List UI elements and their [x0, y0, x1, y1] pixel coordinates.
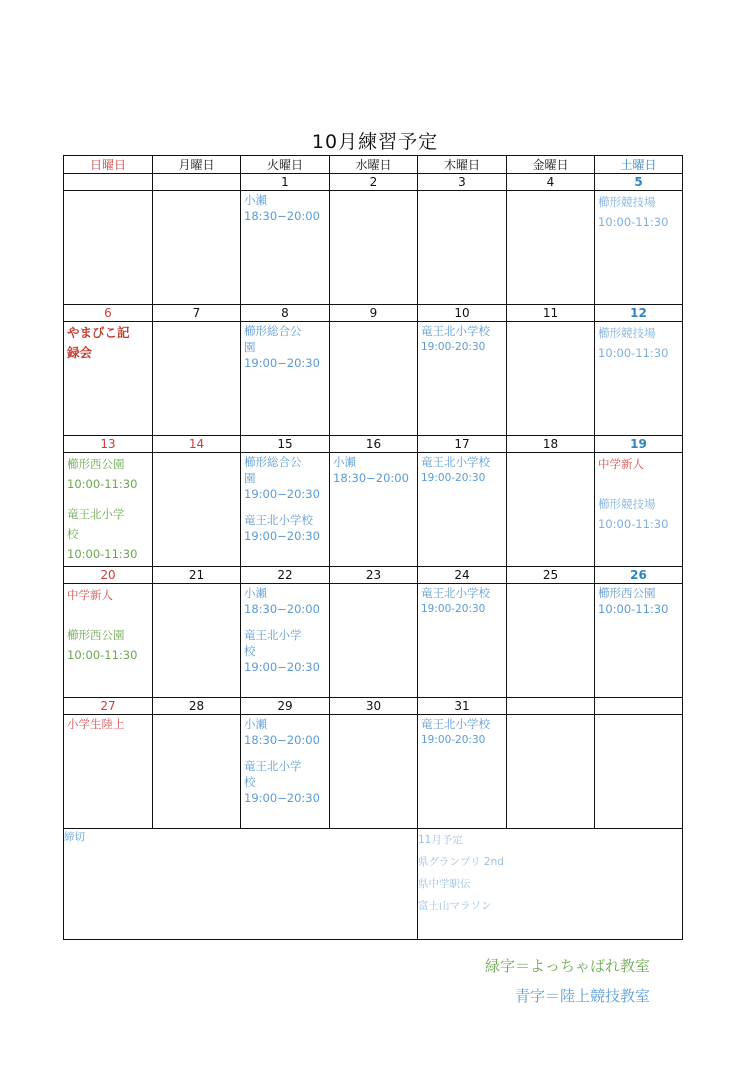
date-number: 19 [595, 436, 683, 453]
event-text: 19:00-20:30 [421, 341, 486, 353]
event-text: 櫛形総合公 [244, 455, 302, 469]
events-row [64, 715, 683, 829]
date-number: 22 [241, 567, 330, 584]
event-text: 小瀬 [333, 455, 356, 469]
date-number: 1 [241, 174, 330, 191]
date-number: 17 [418, 436, 507, 453]
events-row [64, 322, 683, 436]
spacer [598, 474, 679, 484]
event-text: 19:00−20:30 [244, 356, 320, 370]
date-number: 18 [507, 436, 595, 453]
date-number [507, 698, 595, 715]
day-cell [153, 584, 241, 698]
day-cell [64, 322, 153, 436]
day-cell [418, 191, 507, 305]
event-text: 18:30−20:00 [244, 733, 320, 747]
day-cell [595, 322, 683, 436]
page-title: 10月練習予定 [311, 131, 439, 153]
weekday-monday: 月曜日 [153, 156, 241, 174]
event-text: 18:30−20:00 [244, 209, 320, 223]
date-number: 10 [418, 305, 507, 322]
event-text: 櫛形総合公 [244, 324, 302, 338]
date-row [64, 305, 683, 322]
day-cell [330, 322, 418, 436]
day-cell [241, 715, 330, 829]
calendar-table [63, 155, 683, 940]
day-cell [507, 715, 595, 829]
day-cell [241, 453, 330, 567]
date-number: 31 [418, 698, 507, 715]
spacer [598, 484, 679, 494]
day-cell [507, 584, 595, 698]
day-cell [330, 715, 418, 829]
day-cell [64, 191, 153, 305]
day-cell [330, 453, 418, 567]
event-text: 竜王北小学 [244, 628, 302, 642]
date-number: 23 [330, 567, 418, 584]
day-cell [241, 191, 330, 305]
next-month-title: 11月予定 [418, 834, 463, 846]
events-row [64, 584, 683, 698]
event-text: 10:00-11:30 [598, 517, 669, 531]
event-text: 19:00−20:30 [244, 529, 320, 543]
date-number: 29 [241, 698, 330, 715]
event-text: 中学新人 [67, 588, 113, 602]
day-cell [241, 584, 330, 698]
event-text: 19:00-20:30 [421, 603, 486, 615]
event-text: 櫛形西公園 [67, 628, 125, 642]
date-number: 9 [330, 305, 418, 322]
date-number: 14 [153, 436, 241, 453]
event-text: 竜王北小学 [244, 759, 302, 773]
day-cell [595, 715, 683, 829]
day-cell [418, 715, 507, 829]
next-month-item: 県グランプリ 2nd [418, 856, 504, 868]
notes-row [64, 829, 683, 940]
event-text: 校 [67, 527, 79, 541]
event-text: 竜王北小学校 [421, 324, 490, 338]
event-text: 19:00-20:30 [421, 734, 486, 746]
day-cell [64, 715, 153, 829]
event-text: 小瀬 [244, 717, 267, 731]
day-cell [153, 715, 241, 829]
date-number: 4 [507, 174, 595, 191]
event-text: 19:00−20:30 [244, 660, 320, 674]
event-text: 10:00-11:30 [67, 648, 138, 662]
deadline-cell [64, 829, 418, 940]
weekday-thursday: 木曜日 [418, 156, 507, 174]
weekday-sunday: 日曜日 [64, 156, 153, 174]
date-number: 13 [64, 436, 153, 453]
date-row [64, 698, 683, 715]
event-text: 園 [244, 471, 256, 485]
event-text: 竜王北小学校 [421, 717, 490, 731]
event-text: 櫛形競技場 [598, 497, 656, 511]
date-number: 2 [330, 174, 418, 191]
event-text: 10:00-11:30 [598, 346, 669, 360]
day-cell [64, 453, 153, 567]
event-text: 10:00-11:30 [598, 602, 669, 616]
spacer [67, 494, 149, 504]
events-row [64, 191, 683, 305]
date-number [64, 174, 153, 191]
event-text: 校 [244, 644, 256, 658]
date-number [153, 174, 241, 191]
day-cell [595, 191, 683, 305]
day-cell [507, 453, 595, 567]
next-month-item: 県中学駅伝 [418, 878, 471, 890]
date-number: 15 [241, 436, 330, 453]
deadline-label: 締切 [64, 831, 85, 843]
date-number: 24 [418, 567, 507, 584]
day-cell [330, 191, 418, 305]
day-cell [507, 322, 595, 436]
event-text: 10:00-11:30 [67, 547, 138, 561]
date-number: 12 [595, 305, 683, 322]
day-cell [418, 584, 507, 698]
date-row [64, 174, 683, 191]
day-cell [241, 322, 330, 436]
event-text: 18:30−20:00 [244, 602, 320, 616]
date-row [64, 436, 683, 453]
event-text: 櫛形競技場 [598, 326, 656, 340]
event-text: 19:00−20:30 [244, 487, 320, 501]
event-text: 竜王北小学校 [421, 455, 490, 469]
event-text: 10:00-11:30 [598, 215, 669, 229]
event-text: 19:00-20:30 [421, 472, 486, 484]
day-cell [418, 322, 507, 436]
day-cell [153, 453, 241, 567]
event-text: 櫛形西公園 [598, 586, 656, 600]
spacer [244, 748, 326, 758]
events-row [64, 453, 683, 567]
date-number: 6 [64, 305, 153, 322]
event-text: 園 [244, 340, 256, 354]
event-text: 小学生陸上 [67, 717, 125, 731]
date-number: 26 [595, 567, 683, 584]
day-cell [64, 584, 153, 698]
spacer [67, 615, 149, 625]
event-text: 10:00-11:30 [67, 477, 138, 491]
day-cell [595, 584, 683, 698]
date-number: 5 [595, 174, 683, 191]
date-number: 11 [507, 305, 595, 322]
date-number [595, 698, 683, 715]
date-number: 3 [418, 174, 507, 191]
date-number: 25 [507, 567, 595, 584]
date-row [64, 567, 683, 584]
event-text: 櫛形西公園 [67, 457, 125, 471]
weekday-wednesday: 水曜日 [330, 156, 418, 174]
event-text: 校 [244, 775, 256, 789]
day-cell [595, 453, 683, 567]
day-cell [507, 191, 595, 305]
day-cell [330, 584, 418, 698]
event-text: 中学新人 [598, 457, 644, 471]
weekday-friday: 金曜日 [507, 156, 595, 174]
spacer [244, 617, 326, 627]
weekday-tuesday: 火曜日 [241, 156, 330, 174]
spacer [67, 605, 149, 615]
weekday-header-row [64, 156, 683, 174]
date-number: 21 [153, 567, 241, 584]
date-number: 16 [330, 436, 418, 453]
day-cell [153, 322, 241, 436]
date-number: 28 [153, 698, 241, 715]
day-cell [418, 453, 507, 567]
event-text: 竜王北小学校 [421, 586, 490, 600]
date-number: 8 [241, 305, 330, 322]
weekday-saturday: 土曜日 [595, 156, 683, 174]
event-text: 録会 [67, 345, 93, 360]
legend-green: 緑字＝よっちゃばれ教室 [484, 957, 650, 975]
next-month-item: 富士山マラソン [418, 900, 492, 912]
event-text: 櫛形競技場 [598, 195, 656, 209]
event-text: 18:30−20:00 [333, 471, 409, 485]
event-text: 小瀬 [244, 193, 267, 207]
date-number: 7 [153, 305, 241, 322]
day-cell [153, 191, 241, 305]
event-text: 小瀬 [244, 586, 267, 600]
event-text: 19:00−20:30 [244, 791, 320, 805]
spacer [244, 502, 326, 512]
date-number: 30 [330, 698, 418, 715]
event-text: やまびこ記 [67, 325, 130, 340]
date-number: 27 [64, 698, 153, 715]
event-text: 竜王北小学校 [244, 513, 313, 527]
legend-blue: 青字＝陸上競技教室 [514, 987, 650, 1005]
date-number: 20 [64, 567, 153, 584]
event-text: 竜王北小学 [67, 507, 125, 521]
next-month-cell [418, 829, 683, 940]
